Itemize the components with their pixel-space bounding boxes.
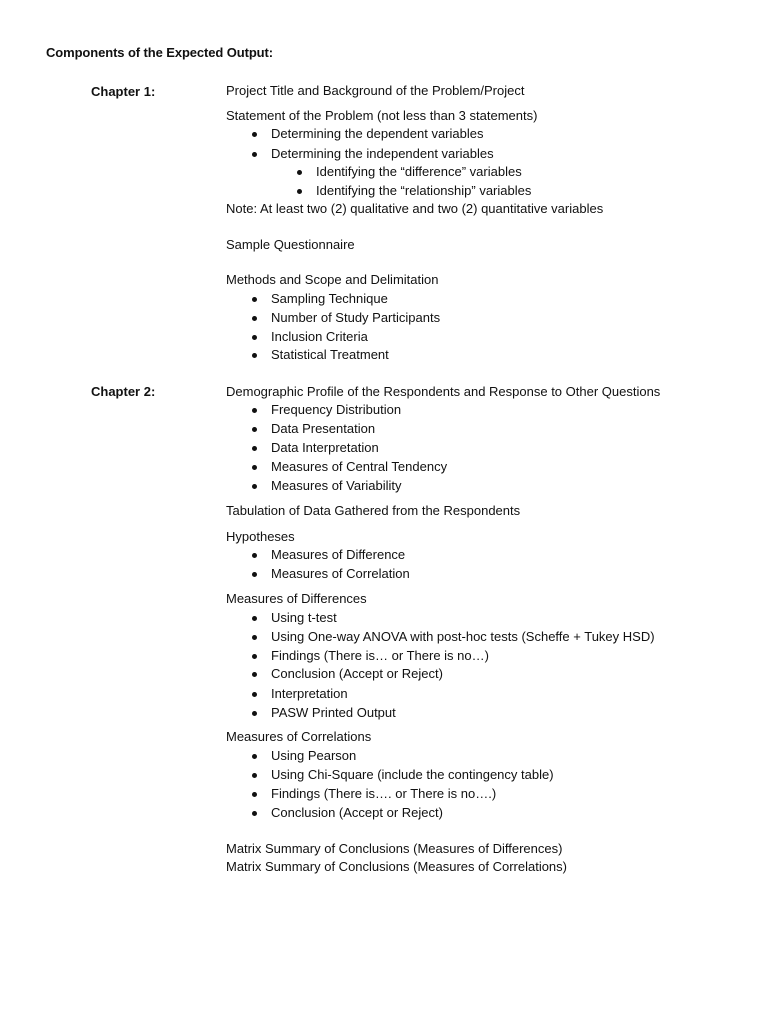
list-item: Findings (There is…. or There is no….) <box>271 786 496 802</box>
bullet-icon <box>252 792 257 797</box>
list-item: Interpretation <box>271 686 348 702</box>
list-item: Measures of Variability <box>271 478 402 494</box>
bullet-icon <box>252 408 257 413</box>
list-item: Measures of Correlation <box>271 566 410 582</box>
bullet-icon <box>252 654 257 659</box>
bullet-icon <box>252 754 257 759</box>
matrix-correlations-line: Matrix Summary of Conclusions (Measures of Correlations) <box>226 859 567 874</box>
demographic-heading: Demographic Profile of the Respondents and Response to Other Questions <box>226 384 661 399</box>
bullet-icon <box>252 446 257 451</box>
list-item: Determining the independent variables <box>271 146 494 162</box>
list-item: Sampling Technique <box>271 291 388 307</box>
bullet-icon <box>297 170 302 175</box>
bullet-icon <box>252 152 257 157</box>
list-item: Using t-test <box>271 610 337 626</box>
bullet-icon <box>252 335 257 340</box>
chapter-2-label: Chapter 2: <box>91 384 156 399</box>
bullet-icon <box>252 316 257 321</box>
chapter-1-label: Chapter 1: <box>91 84 156 99</box>
list-item: Using One-way ANOVA with post-hoc tests (Scheffe + Tukey HSD) <box>271 629 655 645</box>
list-item: Conclusion (Accept or Reject) <box>271 666 443 682</box>
bullet-icon <box>252 692 257 697</box>
bullet-icon <box>252 773 257 778</box>
project-title-line: Project Title and Background of the Problem/Project <box>226 83 525 98</box>
tabulation-line: Tabulation of Data Gathered from the Respondents <box>226 503 521 518</box>
list-item: Measures of Central Tendency <box>271 459 447 475</box>
bullet-icon <box>252 635 257 640</box>
variables-note: Note: At least two (2) qualitative and two (2) quantitative variables <box>226 201 604 216</box>
document-title: Components of the Expected Output: <box>46 45 273 60</box>
list-item: Measures of Difference <box>271 547 405 563</box>
list-item: Identifying the “relationship” variables <box>316 183 531 199</box>
list-item: Using Pearson <box>271 748 356 764</box>
list-item: Findings (There is… or There is no…) <box>271 648 489 664</box>
list-item: Conclusion (Accept or Reject) <box>271 805 443 821</box>
bullet-icon <box>252 572 257 577</box>
bullet-icon <box>252 427 257 432</box>
bullet-icon <box>252 811 257 816</box>
bullet-icon <box>252 616 257 621</box>
list-item: Frequency Distribution <box>271 402 401 418</box>
bullet-icon <box>297 189 302 194</box>
list-item: Data Presentation <box>271 421 375 437</box>
list-item: Number of Study Participants <box>271 310 440 326</box>
bullet-icon <box>252 132 257 137</box>
list-item: Determining the dependent variables <box>271 126 483 142</box>
bullet-icon <box>252 465 257 470</box>
correlations-heading: Measures of Correlations <box>226 729 372 744</box>
bullet-icon <box>252 297 257 302</box>
bullet-icon <box>252 484 257 489</box>
hypotheses-heading: Hypotheses <box>226 529 295 544</box>
list-item: Statistical Treatment <box>271 347 389 363</box>
matrix-differences-line: Matrix Summary of Conclusions (Measures of Differences) <box>226 841 563 856</box>
bullet-icon <box>252 353 257 358</box>
differences-heading: Measures of Differences <box>226 591 367 606</box>
questionnaire-line: Sample Questionnaire <box>226 237 355 252</box>
methods-heading: Methods and Scope and Delimitation <box>226 272 439 287</box>
bullet-icon <box>252 711 257 716</box>
list-item: Inclusion Criteria <box>271 329 368 345</box>
statement-heading: Statement of the Problem (not less than 3 statements) <box>226 108 538 123</box>
list-item: Identifying the “difference” variables <box>316 164 522 180</box>
list-item: Data Interpretation <box>271 440 379 456</box>
bullet-icon <box>252 672 257 677</box>
list-item: PASW Printed Output <box>271 705 396 721</box>
list-item: Using Chi-Square (include the contingency table) <box>271 767 554 783</box>
bullet-icon <box>252 553 257 558</box>
